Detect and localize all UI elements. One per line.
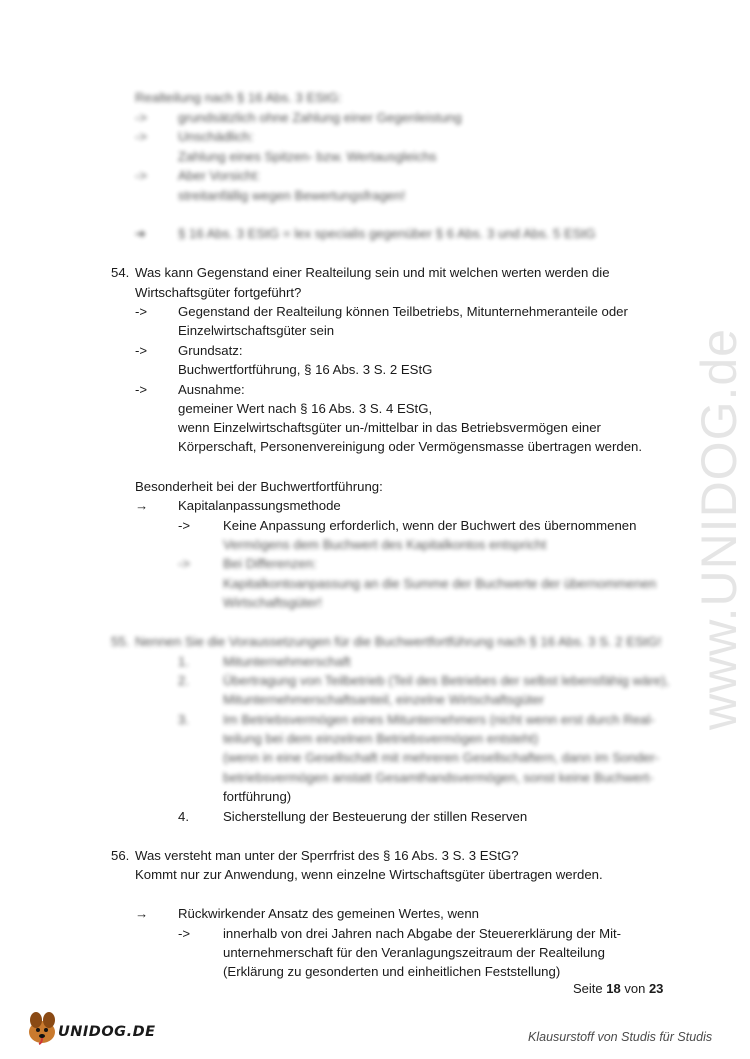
arrow-marker: -> (178, 556, 191, 571)
answer-line: Ausnahme: (178, 382, 245, 397)
answer-line: (Erklärung zu gesonderten und einheitlichen Feststellung) (223, 964, 561, 979)
question-text: Wirtschaftsgüter fortgeführt? (135, 285, 302, 300)
doc-line: Realteilung nach § 16 Abs. 3 EStG: (135, 90, 342, 105)
arrow-marker: -> (135, 343, 148, 358)
answer-line: Rückwirkender Ansatz des gemeinen Wertes, wenn (178, 906, 480, 921)
arrow-marker: -> (135, 110, 148, 125)
answer-line: gemeiner Wert nach § 16 Abs. 3 S. 4 EStG, (178, 401, 433, 416)
doc-line: grundsätzlich ohne Zahlung einer Gegenleistung (178, 110, 462, 125)
list-item: fortführung) (223, 789, 292, 804)
question-text: Was kann Gegenstand einer Realteilung sein und mit welchen werten werden die (135, 265, 610, 280)
logo-text: UNIDOG.DE (58, 1024, 156, 1040)
arrow-marker: -> (135, 382, 148, 397)
list-number: 1. (178, 654, 189, 669)
question-number: 54. (111, 265, 130, 280)
arrow-right-icon: → (135, 906, 149, 921)
list-number: 2. (178, 673, 189, 688)
list-number: 3. (178, 712, 189, 727)
page-total: 23 (648, 981, 664, 996)
arrow-marker: -> (178, 518, 191, 533)
page-number (573, 981, 663, 996)
arrow-marker: ➔ (135, 226, 147, 241)
question-number: 55. (111, 634, 130, 649)
question-text: Nennen Sie die Voraussetzungen für die Buchwertfortführung nach § 16 Abs. 3 S. 2 EStG! (135, 634, 662, 649)
answer-line: Gegenstand der Realteilung können Teilbetriebs, Mitunternehmeranteile oder (178, 304, 628, 319)
footer-tagline: Klausurstoff von Studis für Studis (528, 1030, 713, 1044)
question-number: 56. (111, 848, 130, 863)
answer-line: Kapitalanpassungsmethode (178, 498, 341, 513)
page-mid: von (624, 981, 646, 996)
list-number: 4. (178, 809, 189, 824)
list-item: Übertragung von Teilbetrieb (Teil des Betriebes der selbst lebensfähig wäre), (223, 673, 670, 688)
page-current: 18 (606, 981, 621, 996)
answer-line: unternehmerschaft für den Veranlagungszeitraum der Realteilung (223, 945, 605, 960)
watermark-text: www.UNIDOG.de (691, 328, 747, 730)
list-item: Mitunternehmerschaft (223, 654, 351, 669)
answer-line: Kapitalkontoanpassung an die Summe der Buchwerte der übernommenen (223, 576, 657, 591)
list-item: (wenn in eine Gesellschaft mit mehreren Gesellschaftern, dann im Sonder- (223, 750, 660, 765)
arrow-right-icon: → (135, 498, 149, 513)
doc-line: streitanfällig wegen Bewertungsfragen! (178, 188, 406, 203)
answer-line: Wirtschaftsgüter! (223, 595, 322, 610)
answer-line: wenn Einzelwirtschaftsgüter un-/mittelbar in das Betriebsvermögen einer (178, 420, 601, 435)
answer-line: Buchwertfortführung, § 16 Abs. 3 S. 2 EStG (178, 362, 433, 377)
arrow-marker: -> (135, 304, 148, 319)
answer-line: Grundsatz: (178, 343, 243, 358)
answer-line: Keine Anpassung erforderlich, wenn der Buchwert des übernommenen (223, 518, 637, 533)
doc-line: § 16 Abs. 3 EStG = lex specialis gegenüber § 6 Abs. 3 und Abs. 5 EStG (178, 226, 596, 241)
list-item: Im Betriebsvermögen eines Mitunternehmers (nicht wenn erst durch Real- (223, 712, 655, 727)
arrow-marker: -> (135, 129, 148, 144)
list-item: Sicherstellung der Besteuerung der stillen Reserven (223, 809, 528, 824)
doc-line: Aber Vorsicht: (178, 168, 261, 183)
list-item: Mitunternehmerschaftsanteil, einzelne Wirtschaftsgüter (223, 692, 545, 707)
doc-line: Unschädlich: (178, 129, 254, 144)
answer-line: Körperschaft, Personenvereinigung oder Vermögensmasse übertragen werden. (178, 439, 643, 454)
question-text: Was versteht man unter der Sperrfrist des § 16 Abs. 3 S. 3 EStG? (135, 848, 519, 863)
page-prefix: Seite (573, 981, 603, 996)
answer-line: Einzelwirtschaftsgüter sein (178, 323, 335, 338)
arrow-marker: -> (135, 168, 148, 183)
list-item: teilung bei dem einzelnen Betriebsvermögen entsteht) (223, 731, 539, 746)
answer-line: innerhalb von drei Jahren nach Abgabe der Steuererklärung der Mit- (223, 926, 622, 941)
arrow-marker: -> (178, 926, 191, 941)
doc-line: Zahlung eines Spitzen- bzw. Wertausgleichs (178, 149, 437, 164)
list-item: betriebsvermögen anstatt Gesamthandsvermögen, sonst keine Buchwert- (223, 770, 654, 785)
answer-line: Bei Differenzen: (223, 556, 317, 571)
answer-line: Vermögens dem Buchwert des Kapitalkontos entspricht (223, 537, 547, 552)
question-text: Kommt nur zur Anwendung, wenn einzelne Wirtschaftsgüter übertragen werden. (135, 867, 603, 882)
section-heading: Besonderheit bei der Buchwertfortführung: (135, 479, 383, 494)
